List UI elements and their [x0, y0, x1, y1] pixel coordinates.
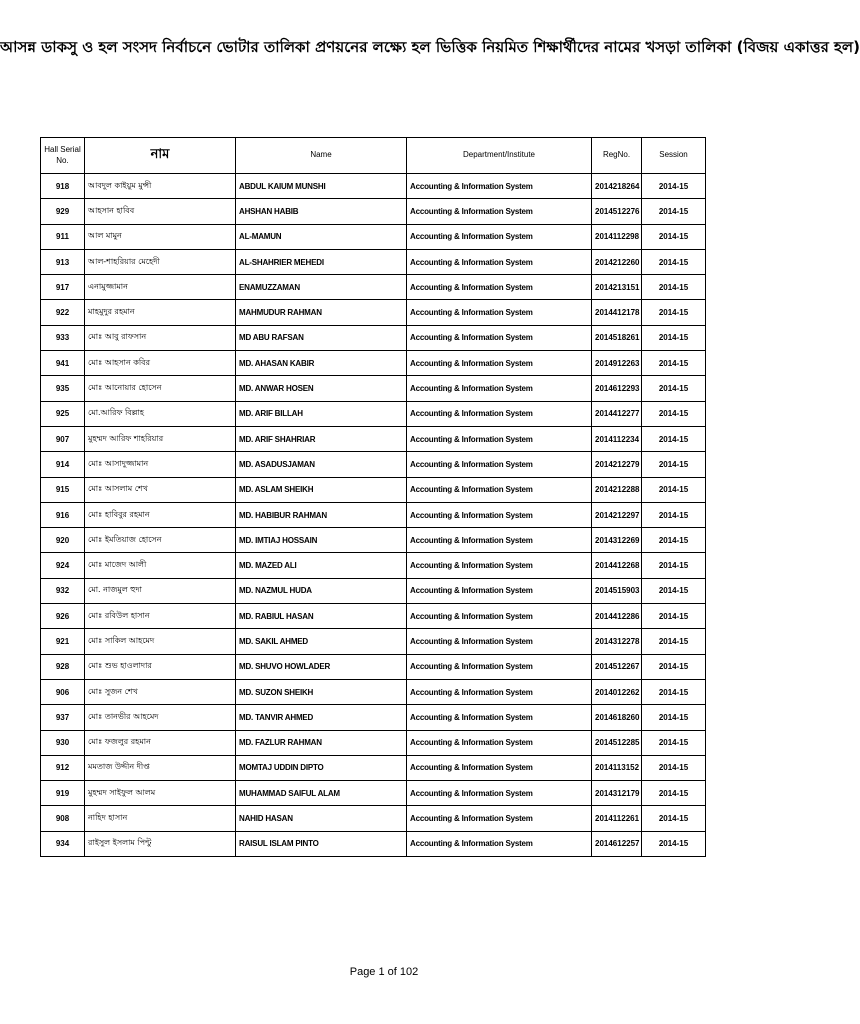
cell-reg-no: 2014212260 — [592, 249, 642, 274]
cell-name-bangla: মুহম্মদ সাইফুল আলম — [85, 781, 236, 806]
cell-hall-serial: 916 — [41, 502, 85, 527]
cell-department: Accounting & Information System — [407, 755, 592, 780]
cell-session: 2014-15 — [642, 705, 706, 730]
cell-department: Accounting & Information System — [407, 679, 592, 704]
table-row — [41, 376, 706, 401]
cell-reg-no: 2014515903 — [592, 578, 642, 603]
cell-hall-serial: 924 — [41, 553, 85, 578]
cell-reg-no: 2014612257 — [592, 831, 642, 856]
cell-session: 2014-15 — [642, 452, 706, 477]
cell-reg-no: 2014212297 — [592, 502, 642, 527]
table-row — [41, 553, 706, 578]
cell-name: MAHMUDUR RAHMAN — [236, 300, 407, 325]
cell-name-bangla: আল মামুন — [85, 224, 236, 249]
cell-session: 2014-15 — [642, 781, 706, 806]
table-row — [41, 174, 706, 199]
cell-session: 2014-15 — [642, 654, 706, 679]
cell-name: MOMTAJ UDDIN DIPTO — [236, 755, 407, 780]
cell-name-bangla: মোঃ হাবিবুর রহমান — [85, 502, 236, 527]
table-row — [41, 578, 706, 603]
cell-reg-no: 2014912263 — [592, 351, 642, 376]
cell-name-bangla: মোঃ সাকিল আহমেদ — [85, 629, 236, 654]
cell-name-bangla: মমতাজ উদ্দীন দীপ্ত — [85, 755, 236, 780]
table-row — [41, 426, 706, 451]
cell-reg-no: 2014012262 — [592, 679, 642, 704]
table-row — [41, 705, 706, 730]
cell-hall-serial: 920 — [41, 528, 85, 553]
cell-name-bangla: মোঃ আবু রাফসান — [85, 325, 236, 350]
cell-session: 2014-15 — [642, 249, 706, 274]
cell-hall-serial: 906 — [41, 679, 85, 704]
cell-session: 2014-15 — [642, 831, 706, 856]
cell-name: MD. IMTIAJ HOSSAIN — [236, 528, 407, 553]
table-row — [41, 249, 706, 274]
cell-name-bangla: এনামুজ্জামান — [85, 275, 236, 300]
cell-name: AL-MAMUN — [236, 224, 407, 249]
cell-department: Accounting & Information System — [407, 224, 592, 249]
cell-reg-no: 2014212288 — [592, 477, 642, 502]
cell-name-bangla: মোঃ আনোয়ার হোসেন — [85, 376, 236, 401]
cell-department: Accounting & Information System — [407, 452, 592, 477]
cell-name: MD. SAKIL AHMED — [236, 629, 407, 654]
cell-department: Accounting & Information System — [407, 806, 592, 831]
cell-reg-no: 2014312179 — [592, 781, 642, 806]
cell-hall-serial: 933 — [41, 325, 85, 350]
cell-reg-no: 2014412178 — [592, 300, 642, 325]
cell-session: 2014-15 — [642, 351, 706, 376]
table-header — [41, 138, 706, 174]
cell-name: MD. MAZED ALI — [236, 553, 407, 578]
page-number: Page 1 of 102 — [349, 966, 419, 978]
cell-hall-serial: 941 — [41, 351, 85, 376]
cell-department: Accounting & Information System — [407, 705, 592, 730]
cell-name-bangla: আহসান হাবিব — [85, 199, 236, 224]
cell-session: 2014-15 — [642, 553, 706, 578]
table-row — [41, 831, 706, 856]
table-body — [41, 174, 706, 857]
cell-name-bangla: মোঃ আসাদুজ্জামান — [85, 452, 236, 477]
cell-session: 2014-15 — [642, 224, 706, 249]
cell-hall-serial: 935 — [41, 376, 85, 401]
cell-hall-serial: 932 — [41, 578, 85, 603]
cell-reg-no: 2014113152 — [592, 755, 642, 780]
header-department: Department/Institute — [407, 138, 592, 174]
table-row — [41, 401, 706, 426]
cell-department: Accounting & Information System — [407, 654, 592, 679]
cell-reg-no: 2014312278 — [592, 629, 642, 654]
cell-session: 2014-15 — [642, 376, 706, 401]
cell-name: MD ABU RAFSAN — [236, 325, 407, 350]
table-row — [41, 275, 706, 300]
cell-hall-serial: 921 — [41, 629, 85, 654]
cell-name: MD. ASADUSJAMAN — [236, 452, 407, 477]
cell-department: Accounting & Information System — [407, 376, 592, 401]
cell-department: Accounting & Information System — [407, 325, 592, 350]
cell-department: Accounting & Information System — [407, 831, 592, 856]
table-row — [41, 781, 706, 806]
cell-department: Accounting & Information System — [407, 730, 592, 755]
cell-name-bangla: মোঃ ইমতিয়াজ হোসেন — [85, 528, 236, 553]
cell-name: MD. FAZLUR RAHMAN — [236, 730, 407, 755]
table-row — [41, 679, 706, 704]
cell-name: NAHID HASAN — [236, 806, 407, 831]
cell-name-bangla: মোঃ তানভীর আহমেদ — [85, 705, 236, 730]
cell-session: 2014-15 — [642, 528, 706, 553]
cell-hall-serial: 913 — [41, 249, 85, 274]
cell-reg-no: 2014618260 — [592, 705, 642, 730]
table-row — [41, 604, 706, 629]
cell-session: 2014-15 — [642, 426, 706, 451]
cell-name-bangla: মোঃ আসলাম শেখ — [85, 477, 236, 502]
cell-department: Accounting & Information System — [407, 174, 592, 199]
table-row — [41, 325, 706, 350]
cell-session: 2014-15 — [642, 604, 706, 629]
cell-name-bangla: মোঃ শুভ হাওলাদার — [85, 654, 236, 679]
cell-reg-no: 2014612293 — [592, 376, 642, 401]
cell-department: Accounting & Information System — [407, 401, 592, 426]
cell-session: 2014-15 — [642, 275, 706, 300]
cell-name-bangla: নাহিদ হাসান — [85, 806, 236, 831]
document-title: আসন্ন ডাকসু ও হল সংসদ নির্বাচনে ভোটার তালিকা প্রণয়নের লক্ষ্যে হল ভিত্তিক নিয়মিত শিক্ষার্থীদের নামের খসড়া তালিকা (বিজয় একাত্তর হল) — [0, 38, 860, 56]
cell-reg-no: 2014512276 — [592, 199, 642, 224]
table-row — [41, 654, 706, 679]
cell-hall-serial: 928 — [41, 654, 85, 679]
cell-hall-serial: 922 — [41, 300, 85, 325]
cell-department: Accounting & Information System — [407, 426, 592, 451]
cell-department: Accounting & Information System — [407, 477, 592, 502]
cell-department: Accounting & Information System — [407, 351, 592, 376]
cell-hall-serial: 912 — [41, 755, 85, 780]
cell-name: MD. NAZMUL HUDA — [236, 578, 407, 603]
cell-session: 2014-15 — [642, 300, 706, 325]
table-row — [41, 477, 706, 502]
cell-hall-serial: 919 — [41, 781, 85, 806]
cell-department: Accounting & Information System — [407, 629, 592, 654]
cell-hall-serial: 926 — [41, 604, 85, 629]
cell-session: 2014-15 — [642, 199, 706, 224]
cell-name-bangla: মোঃ রবিউল হাসান — [85, 604, 236, 629]
header-hall-serial: Hall Serial No. — [41, 138, 85, 174]
cell-department: Accounting & Information System — [407, 781, 592, 806]
cell-session: 2014-15 — [642, 325, 706, 350]
cell-name-bangla: মুহম্মদ আরিফ শাহরিয়ার — [85, 426, 236, 451]
cell-department: Accounting & Information System — [407, 249, 592, 274]
cell-department: Accounting & Information System — [407, 528, 592, 553]
table-row — [41, 502, 706, 527]
cell-session: 2014-15 — [642, 578, 706, 603]
cell-name: MUHAMMAD SAIFUL ALAM — [236, 781, 407, 806]
cell-reg-no: 2014518261 — [592, 325, 642, 350]
cell-name-bangla: মোঃ আহসান কবির — [85, 351, 236, 376]
cell-name-bangla: মোঃ মাজেদ আলী — [85, 553, 236, 578]
cell-name: MD. RABIUL HASAN — [236, 604, 407, 629]
header-session: Session — [642, 138, 706, 174]
cell-reg-no: 2014112234 — [592, 426, 642, 451]
cell-name: AHSHAN HABIB — [236, 199, 407, 224]
table-row — [41, 629, 706, 654]
cell-session: 2014-15 — [642, 755, 706, 780]
cell-session: 2014-15 — [642, 629, 706, 654]
cell-hall-serial: 915 — [41, 477, 85, 502]
table-row — [41, 528, 706, 553]
cell-session: 2014-15 — [642, 730, 706, 755]
cell-department: Accounting & Information System — [407, 300, 592, 325]
cell-reg-no: 2014213151 — [592, 275, 642, 300]
cell-department: Accounting & Information System — [407, 199, 592, 224]
cell-hall-serial: 914 — [41, 452, 85, 477]
cell-name: MD. ASLAM SHEIKH — [236, 477, 407, 502]
cell-name: MD. ANWAR HOSEN — [236, 376, 407, 401]
cell-reg-no: 2014312269 — [592, 528, 642, 553]
cell-session: 2014-15 — [642, 502, 706, 527]
cell-reg-no: 2014512267 — [592, 654, 642, 679]
cell-name: MD. ARIF BILLAH — [236, 401, 407, 426]
voter-list-table — [40, 137, 706, 857]
cell-reg-no: 2014218264 — [592, 174, 642, 199]
cell-session: 2014-15 — [642, 477, 706, 502]
cell-department: Accounting & Information System — [407, 578, 592, 603]
cell-name-bangla: রাইসুল ইসলাম পিন্টু — [85, 831, 236, 856]
header-row — [41, 138, 706, 174]
cell-reg-no: 2014412268 — [592, 553, 642, 578]
cell-reg-no: 2014412277 — [592, 401, 642, 426]
cell-hall-serial: 930 — [41, 730, 85, 755]
table-row — [41, 452, 706, 477]
cell-session: 2014-15 — [642, 174, 706, 199]
cell-name-bangla: মাহমুদুর রহমান — [85, 300, 236, 325]
cell-hall-serial: 929 — [41, 199, 85, 224]
cell-name: ENAMUZZAMAN — [236, 275, 407, 300]
cell-hall-serial: 908 — [41, 806, 85, 831]
cell-department: Accounting & Information System — [407, 275, 592, 300]
cell-hall-serial: 937 — [41, 705, 85, 730]
table-row — [41, 755, 706, 780]
cell-name: AL-SHAHRIER MEHEDI — [236, 249, 407, 274]
cell-name-bangla: মো.আরিফ বিল্লাহ — [85, 401, 236, 426]
cell-name: RAISUL ISLAM PINTO — [236, 831, 407, 856]
cell-hall-serial: 907 — [41, 426, 85, 451]
cell-name: ABDUL KAIUM MUNSHI — [236, 174, 407, 199]
table-row — [41, 351, 706, 376]
cell-department: Accounting & Information System — [407, 553, 592, 578]
cell-name: MD. TANVIR AHMED — [236, 705, 407, 730]
table-row — [41, 806, 706, 831]
header-name-bangla: নাম — [85, 138, 236, 174]
cell-name: MD. SHUVO HOWLADER — [236, 654, 407, 679]
cell-reg-no: 2014412286 — [592, 604, 642, 629]
table-row — [41, 224, 706, 249]
cell-hall-serial: 918 — [41, 174, 85, 199]
header-name: Name — [236, 138, 407, 174]
cell-name-bangla: আবদুল কাইয়ুম মুন্সী — [85, 174, 236, 199]
table-row — [41, 730, 706, 755]
cell-hall-serial: 917 — [41, 275, 85, 300]
cell-name: MD. SUZON SHEIKH — [236, 679, 407, 704]
cell-name-bangla: মোঃ সুজন শেখ — [85, 679, 236, 704]
cell-reg-no: 2014212279 — [592, 452, 642, 477]
cell-reg-no: 2014512285 — [592, 730, 642, 755]
cell-name-bangla: মো. নাজমুল হুদা — [85, 578, 236, 603]
cell-name-bangla: আল-শাহরিয়ার মেহেদী — [85, 249, 236, 274]
cell-department: Accounting & Information System — [407, 604, 592, 629]
cell-name: MD. HABIBUR RAHMAN — [236, 502, 407, 527]
cell-session: 2014-15 — [642, 806, 706, 831]
cell-session: 2014-15 — [642, 401, 706, 426]
cell-reg-no: 2014112261 — [592, 806, 642, 831]
header-reg-no: RegNo. — [592, 138, 642, 174]
cell-department: Accounting & Information System — [407, 502, 592, 527]
cell-hall-serial: 934 — [41, 831, 85, 856]
cell-name-bangla: মোঃ ফজলুর রহমান — [85, 730, 236, 755]
table-row — [41, 300, 706, 325]
table-row — [41, 199, 706, 224]
cell-hall-serial: 925 — [41, 401, 85, 426]
cell-name: MD. AHASAN KABIR — [236, 351, 407, 376]
cell-hall-serial: 911 — [41, 224, 85, 249]
cell-name: MD. ARIF SHAHRIAR — [236, 426, 407, 451]
cell-reg-no: 2014112298 — [592, 224, 642, 249]
cell-session: 2014-15 — [642, 679, 706, 704]
